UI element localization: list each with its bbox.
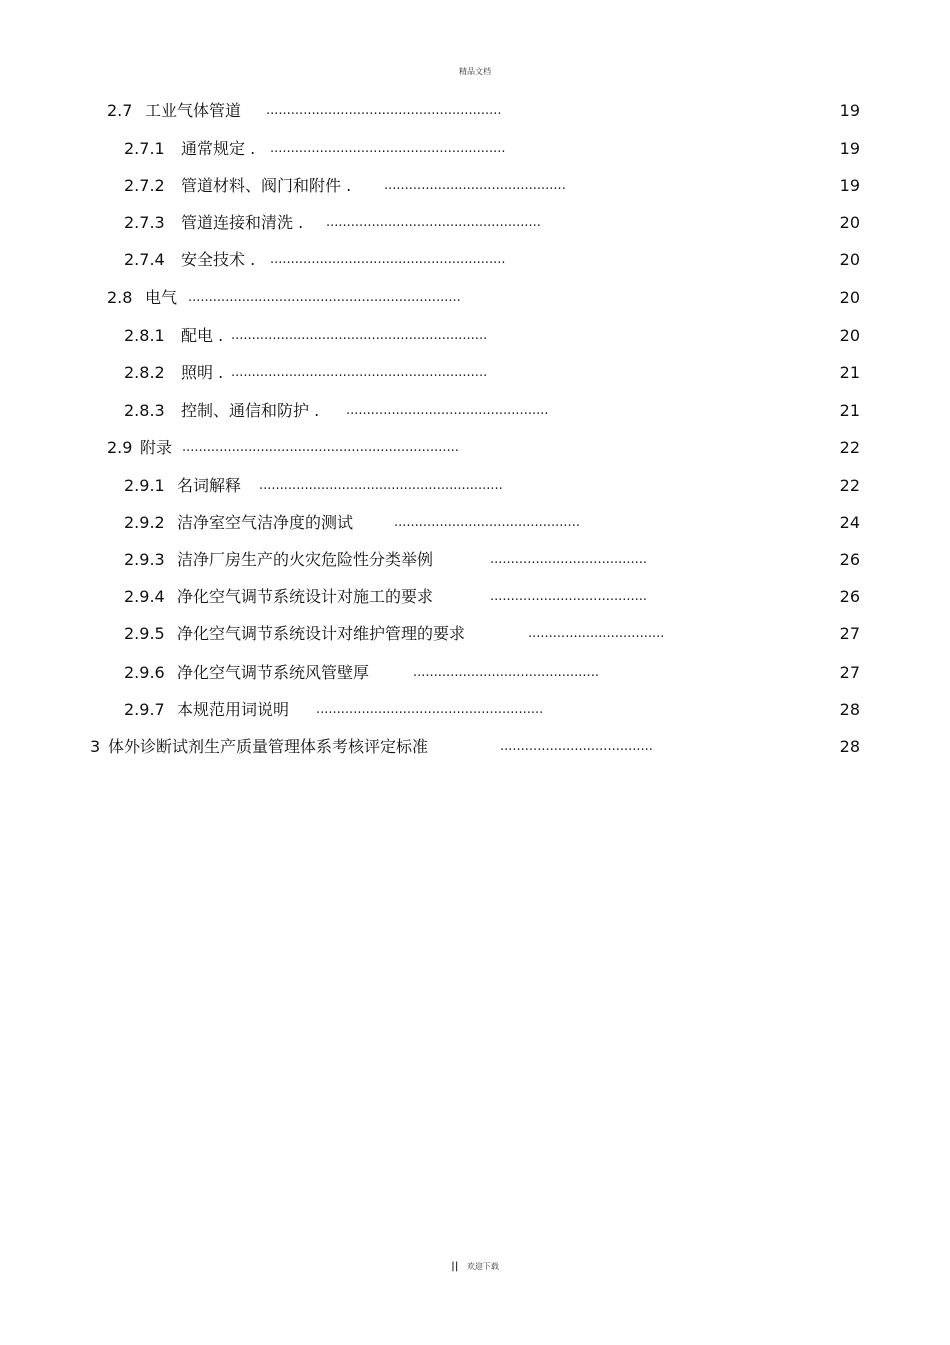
page-footer	[0, 1261, 950, 1272]
toc-title: 净化空气调节系统设计对施工的要求	[177, 587, 434, 606]
toc-title: 安全技术 .	[181, 250, 256, 269]
toc-title: 洁净厂房生产的火灾危险性分类举例	[177, 550, 434, 569]
toc-page: 27	[839, 663, 860, 682]
toc-entry[interactable]	[0, 174, 950, 198]
toc-page: 22	[839, 438, 860, 457]
toc-number: 2.8.1	[124, 326, 165, 345]
toc-leader: .......................................................	[316, 702, 544, 717]
toc-entry[interactable]	[0, 361, 950, 385]
toc-number: 2.8	[107, 288, 133, 307]
toc-number: 2.9.6	[124, 663, 165, 682]
toc-leader: ..............................................................	[231, 328, 488, 343]
toc-number: 2.7.2	[124, 176, 165, 195]
toc-page: 27	[839, 624, 860, 643]
toc-number: 2.7.1	[124, 139, 165, 158]
toc-page: 21	[839, 401, 860, 420]
toc-leader: .........................................................	[270, 141, 506, 156]
toc-number: 2.9.3	[124, 550, 165, 569]
toc-leader: .........................................................	[270, 252, 506, 267]
toc-title: 净化空气调节系统设计对维护管理的要求	[177, 624, 466, 643]
toc-page: 28	[839, 700, 860, 719]
toc-page: 22	[839, 476, 860, 495]
toc-title: 通常规定 .	[181, 139, 256, 158]
toc-number: 2.9.5	[124, 624, 165, 643]
toc-leader: ......................................	[490, 589, 648, 604]
toc-entry[interactable]	[0, 661, 950, 685]
toc-leader: .................................................	[346, 403, 549, 418]
toc-leader: .....................................	[500, 739, 653, 754]
toc-entry[interactable]	[0, 436, 950, 460]
toc-leader: .............................................	[394, 515, 580, 530]
toc-page: 20	[839, 288, 860, 307]
toc-title: 管道材料、阀门和附件 .	[181, 176, 352, 195]
toc-page: 26	[839, 550, 860, 569]
toc-title: 洁净室空气洁净度的测试	[177, 513, 354, 532]
toc-number: 2.7.4	[124, 250, 165, 269]
toc-title: 电气	[145, 288, 178, 307]
toc-page: 19	[839, 101, 860, 120]
toc-number: 2.8.3	[124, 401, 165, 420]
toc-title: 净化空气调节系统风管壁厚	[177, 663, 370, 682]
toc-title: 名词解释	[177, 476, 242, 495]
toc-page: 28	[839, 737, 860, 756]
toc-leader: .........................................................	[266, 103, 502, 118]
toc-number: 2.8.2	[124, 363, 165, 382]
footer-text: 欢迎下载	[466, 1262, 499, 1271]
footer-marker: ||	[451, 1261, 459, 1272]
toc-leader: ....................................................	[326, 215, 541, 230]
toc-entry[interactable]	[0, 286, 950, 310]
toc-entry[interactable]	[0, 585, 950, 609]
toc-page: 26	[839, 587, 860, 606]
toc-entry[interactable]	[0, 698, 950, 722]
toc-leader: ............................................	[384, 178, 566, 193]
toc-entry[interactable]	[0, 622, 950, 646]
toc-entry[interactable]	[0, 324, 950, 348]
toc-title: 附录	[140, 438, 173, 457]
toc-number: 2.9.7	[124, 700, 165, 719]
toc-number: 2.9.2	[124, 513, 165, 532]
toc-leader: ..............................................................	[231, 365, 488, 380]
toc-entry[interactable]	[0, 735, 950, 759]
toc-number: 2.7.3	[124, 213, 165, 232]
toc-title: 照明 .	[181, 363, 224, 382]
toc-page: 20	[839, 326, 860, 345]
toc-entry[interactable]	[0, 474, 950, 498]
toc-page: 21	[839, 363, 860, 382]
toc-title: 工业气体管道	[145, 101, 242, 120]
toc-entry[interactable]	[0, 211, 950, 235]
toc-leader: .................................	[528, 626, 665, 641]
toc-number: 2.7	[107, 101, 133, 120]
toc-title: 体外诊断试剂生产质量管理体系考核评定标准	[108, 737, 429, 756]
toc-number: 2.9.1	[124, 476, 165, 495]
toc-leader: ...................................................................	[182, 440, 459, 455]
toc-entry[interactable]	[0, 99, 950, 123]
toc-page: 24	[839, 513, 860, 532]
toc-title: 配电 .	[181, 326, 224, 345]
toc-entry[interactable]	[0, 511, 950, 535]
toc-number: 2.9	[107, 438, 133, 457]
toc-page: 20	[839, 213, 860, 232]
toc-entry[interactable]	[0, 137, 950, 161]
toc-leader: .............................................	[413, 665, 599, 680]
page-header: 精品文档	[459, 67, 491, 76]
toc-number: 3	[90, 737, 101, 756]
toc-page: 20	[839, 250, 860, 269]
toc-leader: ..................................................................	[188, 290, 461, 305]
toc-leader: ......................................	[490, 552, 648, 567]
toc-page: 19	[839, 139, 860, 158]
toc-entry[interactable]	[0, 548, 950, 572]
toc-number: 2.9.4	[124, 587, 165, 606]
toc-page: 19	[839, 176, 860, 195]
toc-title: 本规范用词说明	[177, 700, 290, 719]
toc-title: 管道连接和清洗 .	[181, 213, 304, 232]
toc-leader: ...........................................................	[259, 478, 503, 493]
toc-entry[interactable]	[0, 399, 950, 423]
toc-title: 控制、通信和防护 .	[181, 401, 320, 420]
toc-entry[interactable]	[0, 248, 950, 272]
